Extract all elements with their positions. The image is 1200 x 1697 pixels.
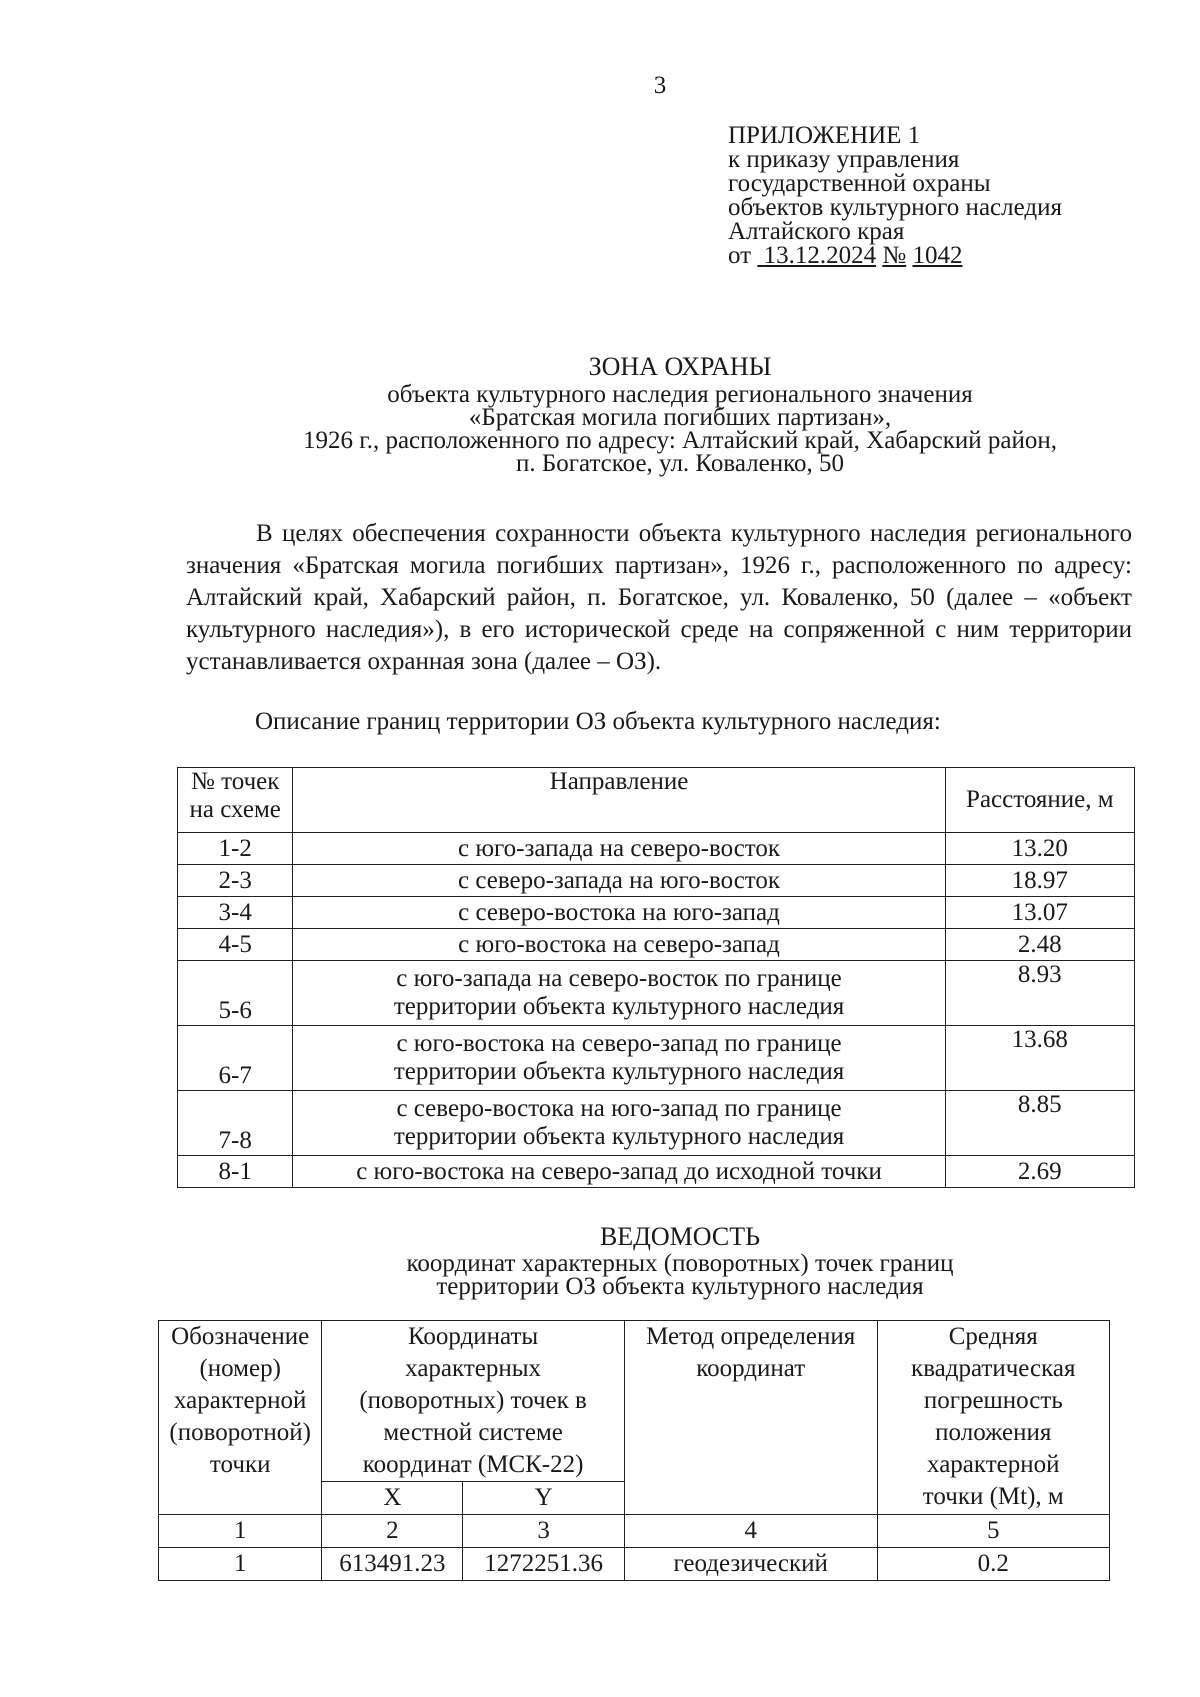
header-error: Средняя квадратическая погрешность положения характерной точки (Mt), м (877, 1321, 1109, 1515)
zone-subtitle-line: объекта культурного наследия регионального значения (387, 381, 973, 408)
zone-subtitle-line: «Братская могила погибших партизан», (468, 404, 892, 431)
row-distance: 8.93 (945, 961, 1134, 1026)
table-intro: Описание границ территории ОЗ объекта культурного наследия: (255, 708, 941, 735)
table-row (178, 865, 1135, 897)
header-distance: Расстояние, м (945, 768, 1134, 833)
row-distance: 8.85 (945, 1091, 1134, 1156)
order-date: 13.12.2024 (763, 242, 877, 269)
table-header-row (178, 768, 1135, 833)
table-row (178, 961, 1135, 1026)
table-row (178, 929, 1135, 961)
header-method: Метод определения координат (624, 1321, 877, 1515)
row-distance: 2.69 (945, 1156, 1134, 1188)
row-distance: 13.07 (945, 897, 1134, 929)
row-point: 1 (159, 1548, 322, 1581)
table-row (178, 1091, 1135, 1156)
header-points: № точек на схеме (178, 768, 293, 833)
page-number: 3 (653, 72, 667, 99)
row-points: 3-4 (178, 897, 293, 929)
column-number: 3 (463, 1515, 624, 1548)
row-points: 2-3 (178, 865, 293, 897)
row-error: 0.2 (877, 1548, 1109, 1581)
header-designation: Обозначение (номер) характерной (поворотной) точки (159, 1321, 322, 1515)
column-number: 2 (322, 1515, 463, 1548)
row-direction: с северо-запада на юго-восток (293, 865, 945, 897)
row-direction: с юго-востока на северо-запад по границе территории объекта культурного наследия (293, 1026, 945, 1091)
header-direction: Направление (293, 768, 945, 833)
table-row (178, 897, 1135, 929)
appendix-line: государственной охраны (728, 170, 991, 197)
column-number: 1 (159, 1515, 322, 1548)
row-points: 5-6 (178, 961, 293, 1026)
header-y: Y (463, 1482, 624, 1515)
table-row (159, 1548, 1110, 1581)
vedomost-subtitle-line: координат характерных (поворотных) точек границ (406, 1250, 954, 1277)
row-points: 4-5 (178, 929, 293, 961)
row-points: 1-2 (178, 833, 293, 865)
row-direction: с юго-запада на северо-восток по границе территории объекта культурного наследия (293, 961, 945, 1026)
table-row (178, 1156, 1135, 1188)
row-method: геодезический (624, 1548, 877, 1581)
zone-subtitle-line: п. Богатское, ул. Коваленко, 50 (516, 450, 844, 477)
row-distance: 13.20 (945, 833, 1134, 865)
row-distance: 18.97 (945, 865, 1134, 897)
table-header-row (159, 1321, 1110, 1482)
row-y: 1272251.36 (463, 1548, 624, 1581)
coordinates-table (158, 1320, 1110, 1581)
row-x: 613491.23 (322, 1548, 463, 1581)
appendix-line: к приказу управления (728, 146, 960, 173)
order-number: 1042 (912, 242, 963, 269)
column-number-row (159, 1515, 1110, 1548)
zone-subtitle-line: 1926 г., расположенного по адресу: Алтайский край, Хабарский район, (303, 427, 1057, 454)
zone-title: ЗОНА ОХРАНЫ (588, 352, 772, 381)
row-direction: с юго-запада на северо-восток (293, 833, 945, 865)
number-sign: № (882, 242, 907, 269)
row-distance: 13.68 (945, 1026, 1134, 1091)
boundary-table (177, 767, 1135, 1188)
row-points: 7-8 (178, 1091, 293, 1156)
appendix-date-line (728, 244, 1062, 268)
appendix-header (728, 124, 1062, 268)
table-row (178, 1026, 1135, 1091)
vedomost-title: ВЕДОМОСТЬ (599, 1222, 761, 1251)
appendix-title: ПРИЛОЖЕНИЕ 1 (728, 122, 921, 149)
appendix-line: Алтайского края (728, 218, 905, 245)
row-points: 6-7 (178, 1026, 293, 1091)
row-direction: с юго-востока на северо-запад до исходной точки (293, 1156, 945, 1188)
header-x: X (322, 1482, 463, 1515)
body-paragraph: В целях обеспечения сохранности объекта культурного наследия регионального значения «Братская могила погибших партизан», 1926 г., расположенного по адресу: Алтайский край, Хабарский район, п. Богатское, ул. Коваленко, 50 (далее – «объект культурного наследия»), в его исторической среде на сопряженной с ним территории устанавливается охранная зона (далее – ОЗ). (186, 520, 1132, 675)
row-direction: с северо-востока на юго-запад по границе территории объекта культурного наследия (293, 1091, 945, 1156)
table-row (178, 833, 1135, 865)
date-prefix: от (728, 242, 752, 269)
row-direction: с юго-востока на северо-запад (293, 929, 945, 961)
column-number: 4 (624, 1515, 877, 1548)
header-coordinates: Координаты характерных (поворотных) точек в местной системе координат (МСК-22) (322, 1321, 624, 1482)
row-direction: с северо-востока на юго-запад (293, 897, 945, 929)
row-points: 8-1 (178, 1156, 293, 1188)
vedomost-subtitle-line: территории ОЗ объекта культурного наследия (436, 1273, 924, 1300)
column-number: 5 (877, 1515, 1109, 1548)
row-distance: 2.48 (945, 929, 1134, 961)
appendix-line: объектов культурного наследия (728, 194, 1062, 221)
